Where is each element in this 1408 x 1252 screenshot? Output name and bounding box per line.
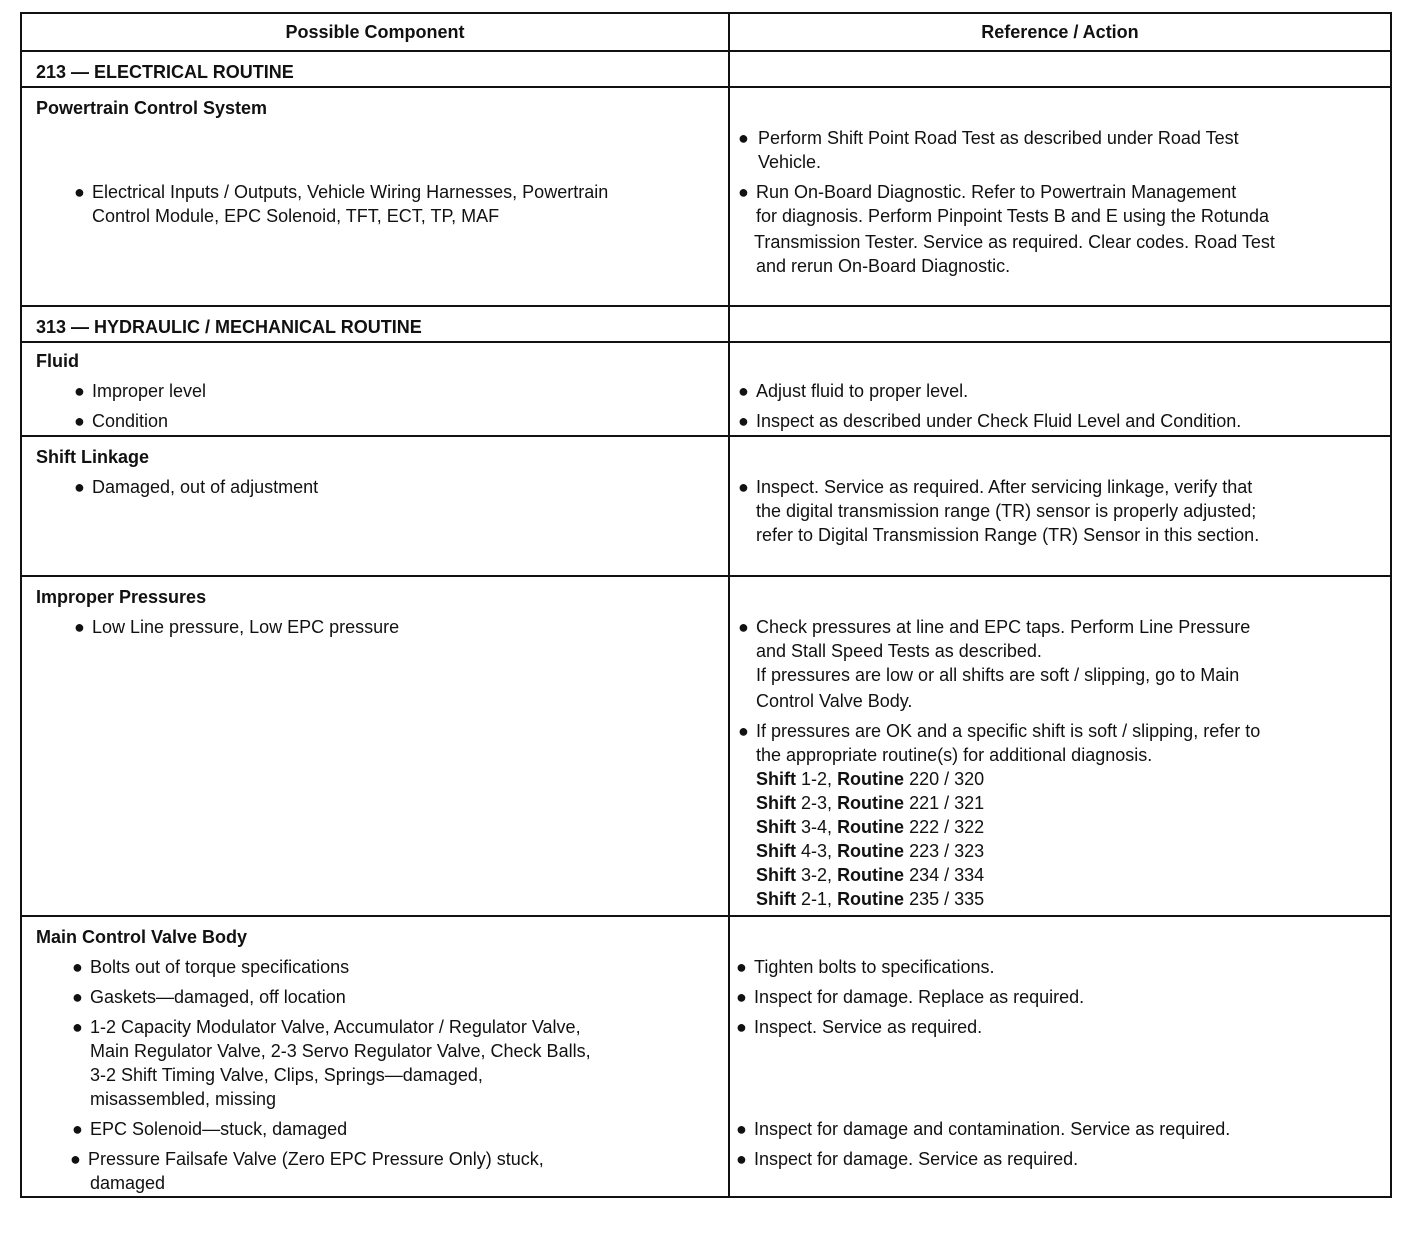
bullet-icon: ● (738, 721, 749, 741)
diagnosis-table (20, 12, 1392, 1198)
shift-label: Shift (756, 817, 796, 837)
routine-value: 220 / 320 (909, 769, 985, 789)
bullet-icon: ● (74, 477, 85, 497)
valve-action1: Tighten bolts to specifications. (754, 957, 995, 977)
shift-label: Shift (756, 769, 796, 789)
pressures-action1-line4: Control Valve Body. (756, 691, 913, 711)
linkage-action-line3: refer to Digital Transmission Range (TR) Sensor in this section. (756, 525, 1260, 545)
bullet-icon: ● (74, 617, 85, 637)
valve-action3: Inspect. Service as required. (754, 1017, 983, 1037)
pressures-action2-line2: the appropriate routine(s) for additional diagnosis. (756, 745, 1153, 765)
linkage-item: Damaged, out of adjustment (92, 477, 319, 497)
routine-label: Routine (837, 793, 905, 813)
row-improper-pressures (22, 577, 1390, 917)
bullet-icon: ● (736, 1119, 747, 1139)
bullet-icon: ● (74, 411, 85, 431)
bullet-icon: ● (738, 411, 749, 431)
bullet-icon: ● (738, 477, 749, 497)
shift-routine-line (756, 791, 984, 815)
fluid-item-condition: Condition (92, 411, 169, 431)
linkage-title: Shift Linkage (36, 447, 150, 467)
shift-routine-line (756, 767, 984, 791)
valve-item3-line2: Main Regulator Valve, 2-3 Servo Regulator Valve, Check Balls, (90, 1041, 591, 1061)
valve-action4: Inspect for damage and contamination. Service as required. (754, 1119, 1231, 1139)
bullet-icon: ● (738, 381, 749, 401)
fluid-action1: Adjust fluid to proper level. (756, 381, 969, 401)
bullet-icon: ● (738, 617, 749, 637)
pcs-action2-line3: Transmission Tester. Service as required. Clear codes. Road Test (754, 232, 1275, 252)
valve-item3-line1: 1-2 Capacity Modulator Valve, Accumulator / Regulator Valve, (90, 1017, 581, 1037)
shift-value: 2-3, (801, 793, 833, 813)
pressures-action1-line1: Check pressures at line and EPC taps. Perform Line Pressure (756, 617, 1251, 637)
routine-label: Routine (837, 817, 905, 837)
header-possible-component: Possible Component (285, 22, 465, 42)
pcs-action1-line2: Vehicle. (758, 152, 822, 172)
valve-action5: Inspect for damage. Service as required. (754, 1149, 1079, 1169)
pcs-action2-line1: Run On-Board Diagnostic. Refer to Powertrain Management (756, 182, 1237, 202)
shift-routine-line (756, 863, 984, 887)
routine-value: 223 / 323 (909, 841, 985, 861)
pcs-item-line2: Control Module, EPC Solenoid, TFT, ECT, TP, MAF (92, 206, 500, 226)
bullet-icon: ● (738, 128, 749, 148)
shift-value: 4-3, (801, 841, 833, 861)
pressures-item: Low Line pressure, Low EPC pressure (92, 617, 400, 637)
routine-313-title: 313 — HYDRAULIC / MECHANICAL ROUTINE (36, 317, 422, 337)
linkage-action-line2: the digital transmission range (TR) sensor is properly adjusted; (756, 501, 1257, 521)
shift-routine-line (756, 887, 984, 911)
bullet-icon: ● (72, 1119, 83, 1139)
routine-label: Routine (837, 769, 905, 789)
valve-item5-line2: damaged (90, 1173, 166, 1193)
bullet-icon: ● (74, 381, 85, 401)
fluid-item-improper-level: Improper level (92, 381, 207, 401)
routine-label: Routine (837, 865, 905, 885)
pcs-action2-line4: and rerun On-Board Diagnostic. (756, 256, 1011, 276)
routine-value: 222 / 322 (909, 817, 985, 837)
routine-row-213 (22, 52, 1390, 88)
routine-row-313 (22, 307, 1390, 343)
shift-label: Shift (756, 889, 796, 909)
row-powertrain-control-system (22, 88, 1390, 307)
pressures-action1-line3: If pressures are low or all shifts are soft / slipping, go to Main (756, 665, 1240, 685)
shift-routine-line (756, 839, 984, 863)
valve-item3-line4: misassembled, missing (90, 1089, 277, 1109)
bullet-icon: ● (70, 1149, 81, 1169)
row-fluid (22, 343, 1390, 437)
valve-item1: Bolts out of torque specifications (90, 957, 350, 977)
pressures-action1-line2: and Stall Speed Tests as described. (756, 641, 1042, 661)
routine-213-title: 213 — ELECTRICAL ROUTINE (36, 62, 294, 82)
bullet-icon: ● (72, 1017, 83, 1037)
shift-label: Shift (756, 841, 796, 861)
row-shift-linkage (22, 437, 1390, 577)
fluid-action2: Inspect as described under Check Fluid Level and Condition. (756, 411, 1242, 431)
pressures-action2-line1: If pressures are OK and a specific shift is soft / slipping, refer to (756, 721, 1261, 741)
valve-item5-line1: Pressure Failsafe Valve (Zero EPC Pressure Only) stuck, (88, 1149, 544, 1169)
routine-value: 221 / 321 (909, 793, 985, 813)
shift-routine-line (756, 815, 984, 839)
bullet-icon: ● (736, 987, 747, 1007)
shift-value: 2-1, (801, 889, 833, 909)
header-reference-action: Reference / Action (981, 22, 1139, 42)
routine-label: Routine (837, 889, 905, 909)
shift-value: 1-2, (801, 769, 833, 789)
pressures-title: Improper Pressures (36, 587, 207, 607)
bullet-icon: ● (72, 957, 83, 977)
bullet-icon: ● (738, 182, 749, 202)
valve-item2: Gaskets—damaged, off location (90, 987, 346, 1007)
valve-item4: EPC Solenoid—stuck, damaged (90, 1119, 348, 1139)
pcs-title: Powertrain Control System (36, 98, 268, 118)
pcs-action2-line2: for diagnosis. Perform Pinpoint Tests B and E using the Rotunda (756, 206, 1269, 226)
shift-label: Shift (756, 865, 796, 885)
routine-label: Routine (837, 841, 905, 861)
bullet-icon: ● (74, 182, 85, 202)
header-row (22, 14, 1390, 52)
bullet-icon: ● (736, 1017, 747, 1037)
bullet-icon: ● (736, 957, 747, 977)
routine-value: 235 / 335 (909, 889, 985, 909)
pcs-item-line1: Electrical Inputs / Outputs, Vehicle Wiring Harnesses, Powertrain (92, 182, 609, 202)
pcs-action1-line1: Perform Shift Point Road Test as described under Road Test (758, 128, 1239, 148)
linkage-action-line1: Inspect. Service as required. After servicing linkage, verify that (756, 477, 1253, 497)
valve-action2: Inspect for damage. Replace as required. (754, 987, 1085, 1007)
routine-value: 234 / 334 (909, 865, 985, 885)
valve-item3-line3: 3-2 Shift Timing Valve, Clips, Springs—damaged, (90, 1065, 483, 1085)
shift-label: Shift (756, 793, 796, 813)
valve-title: Main Control Valve Body (36, 927, 248, 947)
row-main-control-valve-body (22, 917, 1390, 1196)
bullet-icon: ● (736, 1149, 747, 1169)
shift-value: 3-4, (801, 817, 833, 837)
bullet-icon: ● (72, 987, 83, 1007)
fluid-title: Fluid (36, 351, 79, 371)
shift-value: 3-2, (801, 865, 833, 885)
